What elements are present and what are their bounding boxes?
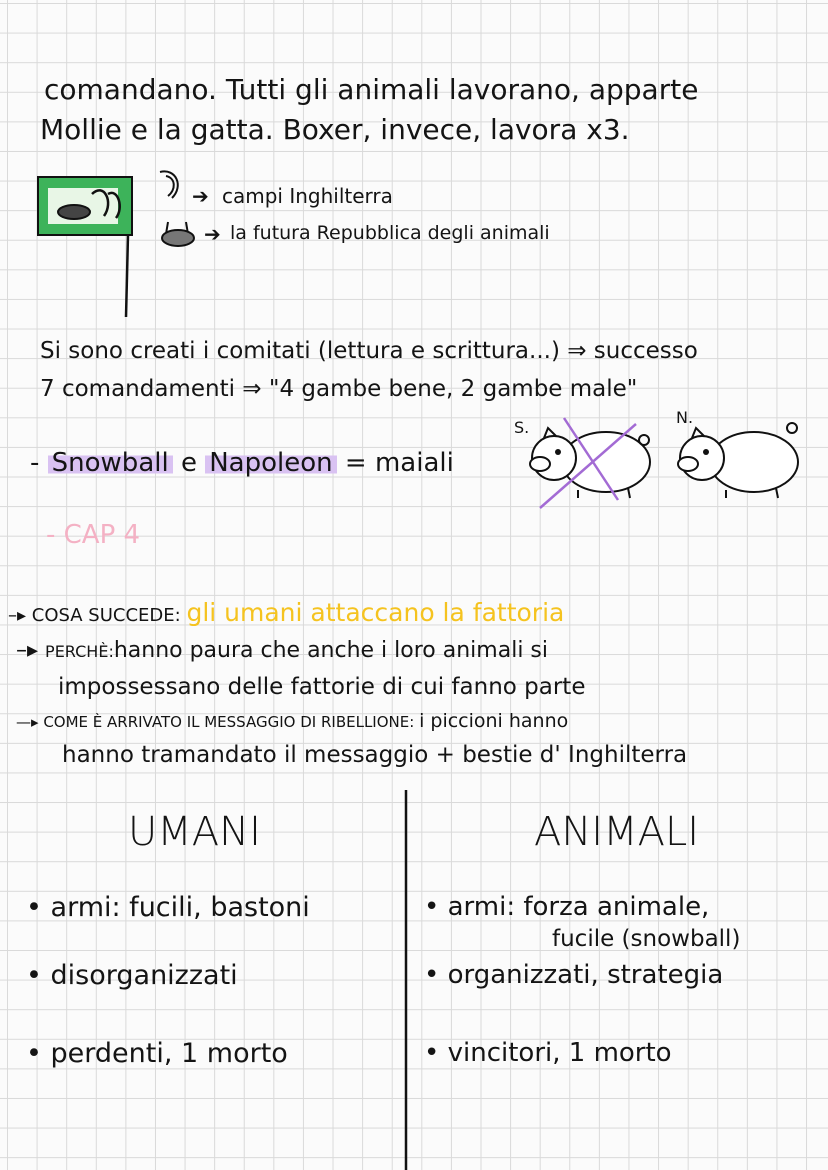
pig-name-napoleon: Napoleon (205, 448, 336, 478)
left-item-label: disorganizzati (50, 960, 238, 991)
how-label: COME È ARRIVATO IL MESSAGGIO DI RIBELLIONE: (43, 713, 415, 731)
right-item-label: vincitori, 1 morto (447, 1038, 672, 1068)
why-value-2: impossessano delle fattorie di cui fanno parte (58, 674, 586, 700)
right-item-label: armi: forza animale, (447, 892, 710, 922)
arrow-icon: ➔ (192, 184, 209, 208)
bullet-icon: • (424, 960, 440, 990)
pig-name-snowball: Snowball (48, 448, 173, 478)
right-column-title: ANIMALI (534, 809, 700, 855)
flag-label-2: la futura Repubblica degli animali (230, 222, 550, 244)
right-item (424, 1040, 672, 1066)
left-column-title: UMANI (128, 809, 261, 855)
why-line (16, 640, 548, 662)
right-item-continuation: fucile (snowball) (552, 926, 741, 952)
pigs-prefix: - (30, 448, 48, 478)
bullet-icon: • (26, 892, 42, 923)
how-line (16, 712, 568, 731)
bullet-icon: • (424, 892, 440, 922)
left-item-label: armi: fucili, bastoni (50, 892, 310, 923)
left-item-label: perdenti, 1 morto (50, 1038, 288, 1069)
flag-pole (126, 235, 128, 317)
what-value: gli umani attaccano la fattoria (186, 598, 565, 627)
pig-label-n: N. (676, 408, 694, 427)
left-item (26, 894, 310, 921)
arrow-icon: –▸ (16, 638, 46, 663)
intro-line-1: comandano. Tutti gli animali lavorano, apparte (44, 73, 699, 106)
how-value-2: hanno tramandato il messaggio + bestie d' Inghilterra (62, 742, 688, 768)
what-line (8, 600, 564, 625)
committees-line-1: Si sono creati i comitati (lettura e scrittura...) ⇒ successo (40, 338, 698, 364)
pig-drawing-snowball (518, 418, 658, 508)
flag-label-1: campi Inghilterra (222, 184, 393, 208)
right-item (424, 962, 723, 988)
column-divider (402, 790, 412, 1170)
chapter-title: - CAP 4 (46, 520, 141, 550)
left-item (26, 962, 238, 989)
right-item (424, 894, 709, 920)
bullet-icon: • (424, 1038, 440, 1068)
pigs-line (30, 450, 454, 476)
pigs-and: e (172, 448, 206, 478)
why-label: PERCHÈ: (45, 642, 114, 661)
how-value-1: i piccioni hanno (419, 710, 569, 732)
arrow-icon: ➔ (204, 222, 221, 246)
intro-line-2: Mollie e la gatta. Boxer, invece, lavora x3. (40, 113, 630, 146)
bullet-icon: • (26, 1038, 42, 1069)
committees-line-2: 7 comandamenti ⇒ "4 gambe bene, 2 gambe male" (40, 376, 638, 402)
what-label: COSA SUCCEDE: (31, 605, 181, 626)
right-item-label: organizzati, strategia (447, 960, 724, 990)
pig-drawing-napoleon (666, 418, 806, 508)
arrow-icon: –▸ (8, 605, 32, 626)
pig-label-s: S. (514, 418, 530, 437)
pigs-suffix: = maiali (336, 448, 454, 478)
bullet-icon: • (26, 960, 42, 991)
hoof-legend-icon (160, 220, 200, 250)
flag-drawing (34, 172, 144, 322)
left-item (26, 1040, 288, 1067)
arrow-icon: —▸ (16, 713, 44, 731)
why-value-1: hanno paura che anche i loro animali si (113, 638, 548, 663)
horn-legend-icon (158, 168, 188, 208)
hoof-icon (58, 205, 90, 219)
